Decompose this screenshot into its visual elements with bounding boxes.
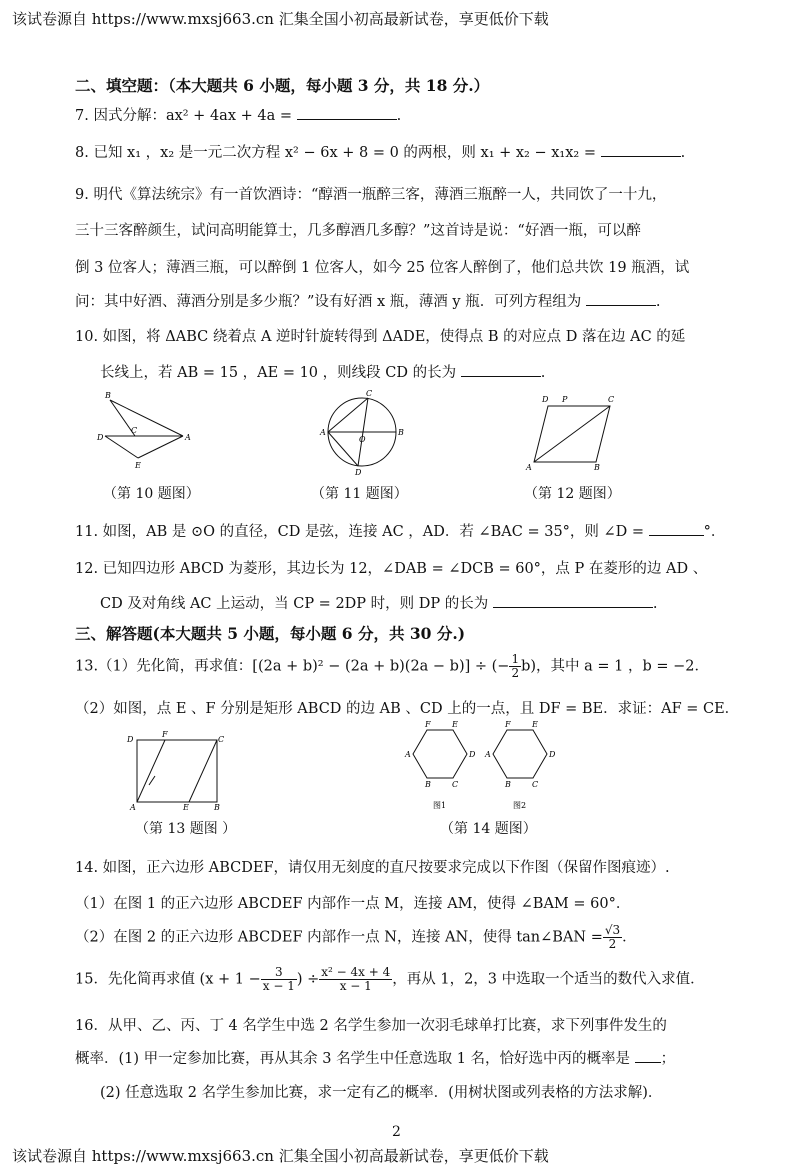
answer-blank-7[interactable]: [297, 105, 397, 120]
question-16-line1: 16．从甲、乙、丙、丁 4 名学生中选 2 名学生参加一次羽毛球单打比赛，求下列事件发生的: [75, 1018, 667, 1034]
fig13-label-f: F: [162, 730, 168, 739]
question-13-part1: [75, 653, 709, 680]
answer-blank-9[interactable]: [586, 291, 656, 306]
fig10-label-a: A: [185, 433, 191, 442]
question-7-text: 7. 因式分解：ax² + 4ax + 4a =: [75, 108, 292, 124]
question-13-part2: （2）如图，点 E 、F 分别是矩形 ABCD 的边 AB 、CD 上的一点，且 DF = BE．求证：AF = CE．: [75, 701, 740, 717]
fig10-label-b: B: [105, 391, 111, 400]
fig14-2-label-d: D: [549, 750, 556, 759]
question-8: 8. 已知 x₁ ，x₂ 是一元二次方程 x² − 6x + 8 = 0 的两根，则 x₁ + x₂ − x₁x₂ = .: [75, 141, 685, 162]
fig13-label-b: B: [214, 803, 220, 812]
figure-12: [522, 392, 622, 477]
question-12-line1: 12. 已知四边形 ABCD 为菱形，其边长为 12，∠DAB = ∠DCB = 60°，点 P 在菱形的边 AD 、: [75, 561, 708, 577]
question-10-line2-text: 长线上，若 AB = 15 ，AE = 10 ，则线段 CD 的长为: [100, 365, 457, 381]
answer-blank-11[interactable]: [649, 521, 704, 536]
figure-10: [95, 390, 195, 475]
fig13-label-a: A: [130, 803, 136, 812]
question-14-part1: （1）在图 1 的正六边形 ABCDEF 内部作一点 M，连接 AM，使得 ∠BAM = 60°．: [75, 896, 631, 912]
fig14-2-label-f: F: [505, 720, 511, 729]
question-16-line2: [75, 1047, 675, 1068]
figure-13-caption: （第 13 题图 ）: [135, 821, 237, 837]
fig12-label-a: A: [526, 463, 532, 472]
fig14-sublabel-2: 图2: [513, 801, 527, 810]
question-15: [75, 966, 705, 993]
hexagon-fig2: [493, 730, 547, 778]
question-9-line4-text: 问：其中好酒、薄酒分别是多少瓶？”设有好酒 x 瓶，薄酒 y 瓶．可列方程组为: [75, 294, 582, 310]
answer-blank-12[interactable]: [493, 593, 653, 608]
question-14-part2-a: （2）在图 2 的正六边形 ABCDEF 内部作一点 N，连接 AN，使得 tan∠BAN =: [75, 929, 603, 946]
fig13-label-c: C: [218, 735, 225, 744]
fraction-quadratic-over-x-1: $\frac{\text{x² − 4x + 4}}{x - 1}$: [321, 965, 391, 993]
fraction-3-over-x-1: $\frac{3}{x - 1}$: [262, 965, 295, 993]
question-15-a: 15．先化简再求值 (x + 1 −: [75, 971, 261, 988]
question-7: 7. 因式分解：ax² + 4ax + 4a = .: [75, 104, 401, 125]
fig10-label-d: D: [97, 433, 104, 442]
figure-12-caption: （第 12 题图）: [524, 486, 621, 502]
question-11: [75, 520, 725, 541]
question-12-line2-text: CD 及对角线 AC 上运动，当 CP = 2DP 时，则 DP 的长为: [100, 596, 489, 612]
question-16-line3: (2) 任意选取 2 名学生参加比赛，求一定有乙的概率．(用树状图或列表格的方法求解)．: [100, 1085, 663, 1101]
question-16-line2-suffix: ；: [660, 1051, 676, 1067]
page-header: 该试卷源自 https://www.mxsj663.cn 汇集全国小初高最新试卷，享更低价下载: [12, 10, 549, 28]
fig14-1-label-b: B: [425, 780, 431, 789]
figure-10-caption: （第 10 题图）: [103, 486, 200, 502]
question-9-line2: 三十三客醉颜生，试问高明能算士，几多醇酒几多醇？”这首诗是说：“好酒一瓶，可以醉: [75, 223, 641, 239]
fig13-label-e: E: [183, 803, 189, 812]
question-8-text: 8. 已知 x₁ ，x₂ 是一元二次方程 x² − 6x + 8 = 0 的两根，则 x₁ + x₂ − x₁x₂ =: [75, 145, 596, 161]
question-9-line3: 倒 3 位客人；薄酒三瓶，可以醉倒 1 位客人，如今 25 位客人醉倒了，他们总共饮 19 瓶酒，试: [75, 260, 690, 276]
section2-title: 二、填空题：（本大题共 6 小题，每小题 3 分，共 18 分.）: [75, 76, 490, 95]
page-number: 2: [392, 1124, 401, 1140]
fig11-label-a: A: [320, 428, 326, 437]
page-footer: 该试卷源自 https://www.mxsj663.cn 汇集全国小初高最新试卷，享更低价下载: [12, 1147, 549, 1165]
question-15-c: ，再从 1，2，3 中选取一个适当的数代入求值．: [392, 971, 705, 988]
answer-blank-10[interactable]: [461, 362, 541, 377]
fig11-label-d: D: [355, 468, 362, 477]
fig14-1-label-e: E: [452, 720, 458, 729]
question-10-line2: 长线上，若 AB = 15 ，AE = 10 ，则线段 CD 的长为 .: [100, 361, 545, 382]
fig12-label-b: B: [594, 463, 600, 472]
fig14-1-label-c: C: [452, 780, 459, 789]
figure-11-caption: （第 11 题图）: [311, 486, 408, 502]
question-14-intro: 14. 如图，正六边形 ABCDEF，请仅用无刻度的直尺按要求完成以下作图（保留作图痕迹）.: [75, 860, 670, 876]
fig12-label-p: P: [562, 395, 568, 404]
question-12-line2: CD 及对角线 AC 上运动，当 CP = 2DP 时，则 DP 的长为 .: [100, 592, 657, 613]
fig14-1-label-a: A: [405, 750, 411, 759]
fig11-label-b: B: [398, 428, 404, 437]
fig11-label-o: O: [359, 435, 366, 444]
fig14-1-label-d: D: [469, 750, 476, 759]
question-13-part1-a: 13.（1）先化简，再求值：[(2a + b)² − (2a + b)(2a − b)] ÷ (−: [75, 658, 510, 675]
question-14-part2-b: ．: [622, 929, 637, 946]
question-9-line1: 9. 明代《算法统宗》有一首饮酒诗：“醇酒一瓶醉三客，薄酒三瓶醉一人，共同饮了一十九，: [75, 187, 667, 203]
question-11-text: 11. 如图，AB 是 ⊙O 的直径，CD 是弦，连接 AC ，AD．若 ∠BAC = 35°，则 ∠D =: [75, 524, 645, 540]
figure-14-caption: （第 14 题图）: [440, 821, 537, 837]
fig12-label-c: C: [608, 395, 615, 404]
question-11-suffix: °．: [703, 524, 726, 540]
fig10-label-c: C: [131, 426, 138, 435]
figure-13: [125, 730, 225, 815]
fig10-label-e: E: [135, 461, 141, 470]
fig13-label-d: D: [127, 735, 134, 744]
fig14-2-label-e: E: [532, 720, 538, 729]
question-16-line2-text: 概率．(1) 甲一定参加比赛，再从其余 3 名学生中任意选取 1 名，恰好选中丙的概率是: [75, 1051, 631, 1067]
figure-11: [322, 390, 402, 475]
fraction-one-half: $\frac{1}{2}$: [511, 652, 520, 680]
question-13-part1-b: b)，其中 a = 1 ，b = −2．: [521, 658, 710, 675]
question-15-b: ) ÷: [296, 971, 320, 988]
fraction-sqrt3-over-2: $\frac{√3}{2}$: [604, 923, 621, 951]
answer-blank-8[interactable]: [601, 142, 681, 157]
fig14-2-label-b: B: [505, 780, 511, 789]
fig14-2-label-c: C: [532, 780, 539, 789]
question-10-line1: 10. 如图，将 ΔABC 绕着点 A 逆时针旋转得到 ΔADE，使得点 B 的对应点 D 落在边 AC 的延: [75, 329, 686, 345]
section3-title: 三、解答题(本大题共 5 小题，每小题 6 分，共 30 分.): [75, 624, 466, 643]
answer-blank-16[interactable]: [635, 1048, 661, 1063]
fig14-2-label-a: A: [485, 750, 491, 759]
hexagon-fig1: [413, 730, 467, 778]
fig14-1-label-f: F: [425, 720, 431, 729]
fig11-label-c: C: [366, 389, 373, 398]
fig14-sublabel-1: 图1: [433, 801, 447, 810]
figure-14: [405, 720, 575, 815]
question-9-line4: 问：其中好酒、薄酒分别是多少瓶？”设有好酒 x 瓶，薄酒 y 瓶．可列方程组为 .: [75, 290, 660, 311]
fig12-label-d: D: [542, 395, 549, 404]
question-14-part2: [75, 924, 637, 951]
